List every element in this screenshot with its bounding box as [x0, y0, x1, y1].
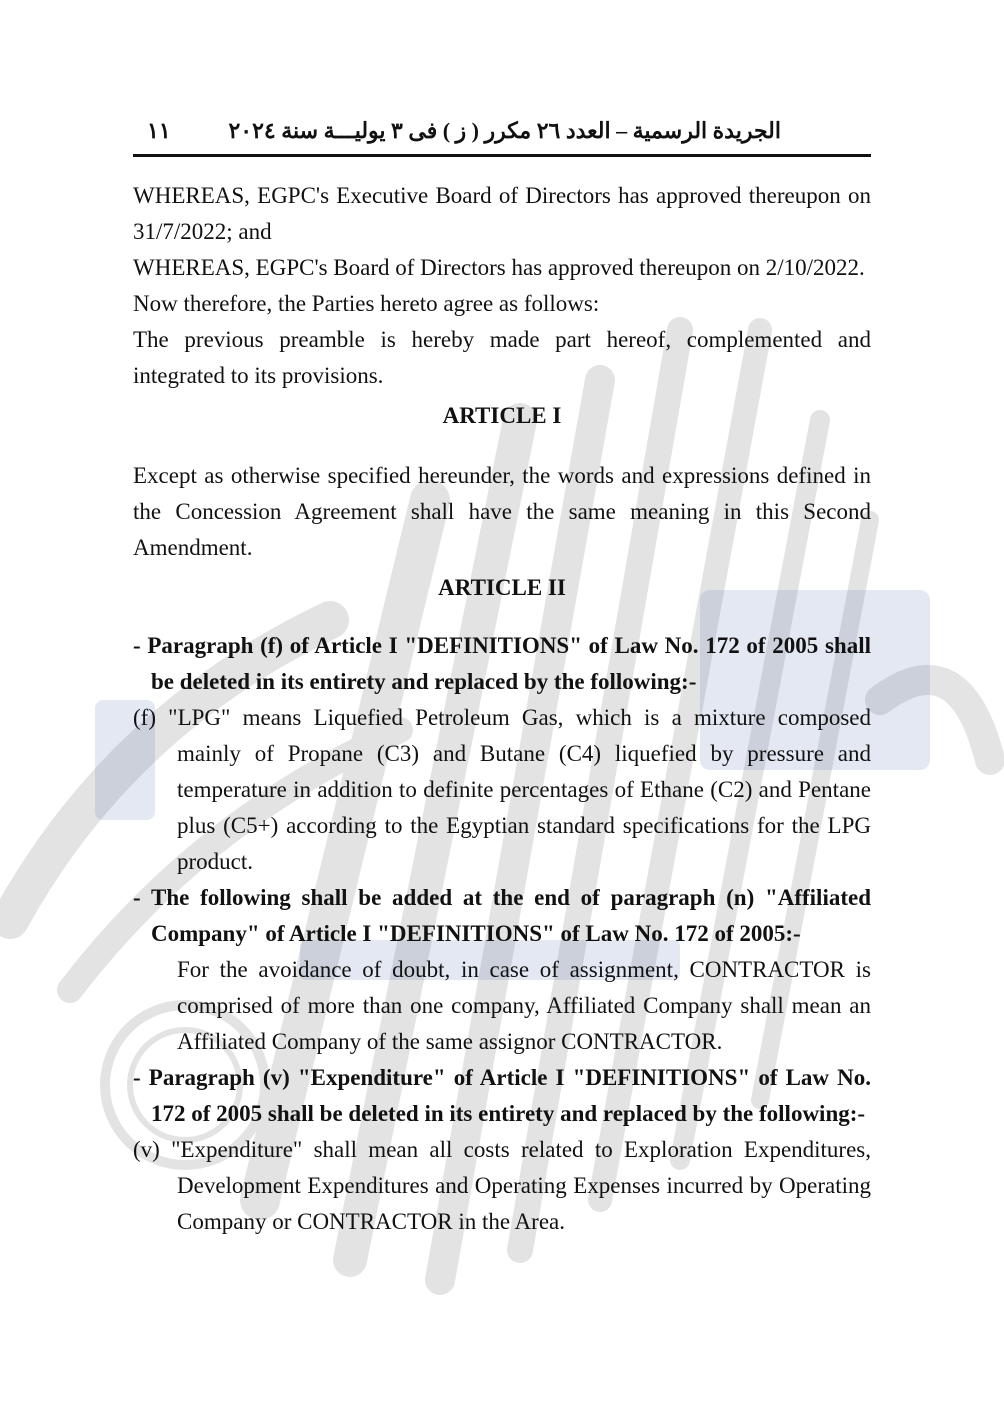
page-number: ١١ [147, 118, 171, 143]
definition-v-expenditure: (v) "Expenditure" shall mean all costs related to Exploration Expenditures, Development Expenditures and Operating Expenses incurred by Operating Company or CONTRACTOR in the Area. [133, 1137, 871, 1234]
agreement-statement: Now therefore, the Parties hereto agree as follows: [133, 291, 600, 316]
amendment-instruction-n: - The following shall be added at the end of paragraph (n) "Affiliated Company" of Article I "DEFINITIONS" of Law No. 172 of 2005:- [133, 885, 871, 946]
article-2-heading: ARTICLE II [438, 575, 566, 600]
header-divider [133, 154, 871, 157]
preamble-integration: The previous preamble is hereby made part hereof, complemented and integrated to its provisions. [133, 327, 871, 388]
amendment-instruction-v: - Paragraph (v) "Expenditure" of Article I "DEFINITIONS" of Law No. 172 of 2005 shall be deleted in its entirety and replaced by the following:- [133, 1065, 871, 1126]
document-body [133, 178, 871, 1240]
definition-f-lpg: (f) "LPG" means Liquefied Petroleum Gas, which is a mixture composed mainly of Propane (C3) and Butane (C4) liquefied by pressure and temperature in addition to definite percentages of Ethane (C2) and Pentane plus (C5+) according to the Egyptian standard specifications for the LPG product. [133, 705, 871, 874]
preamble-whereas-2: WHEREAS, EGPC's Board of Directors has approved thereupon on 2/10/2022. [133, 255, 865, 280]
definition-n-addition: For the avoidance of doubt, in case of assignment, CONTRACTOR is comprised of more than one company, Affiliated Company shall mean an Affiliated Company of the same assignor CONTRACTOR. [177, 957, 871, 1054]
article-1-heading: ARTICLE I [442, 403, 562, 428]
amendment-instruction-f: - Paragraph (f) of Article I "DEFINITIONS" of Law No. 172 of 2005 shall be deleted in its entirety and replaced by the following:- [133, 633, 871, 694]
article-1-text: Except as otherwise specified hereunder, the words and expressions defined in the Concession Agreement shall have the same meaning in this Second Amendment. [133, 463, 871, 560]
preamble-whereas-1: WHEREAS, EGPC's Executive Board of Directors has approved thereupon on 31/7/2022; and [133, 183, 871, 244]
gazette-title: الجريدة الرسمية – العدد ٢٦ مكرر ( ز ) فى ٣ يوليـــة سنة ٢٠٢٤ [228, 118, 781, 143]
page-header [133, 112, 871, 152]
